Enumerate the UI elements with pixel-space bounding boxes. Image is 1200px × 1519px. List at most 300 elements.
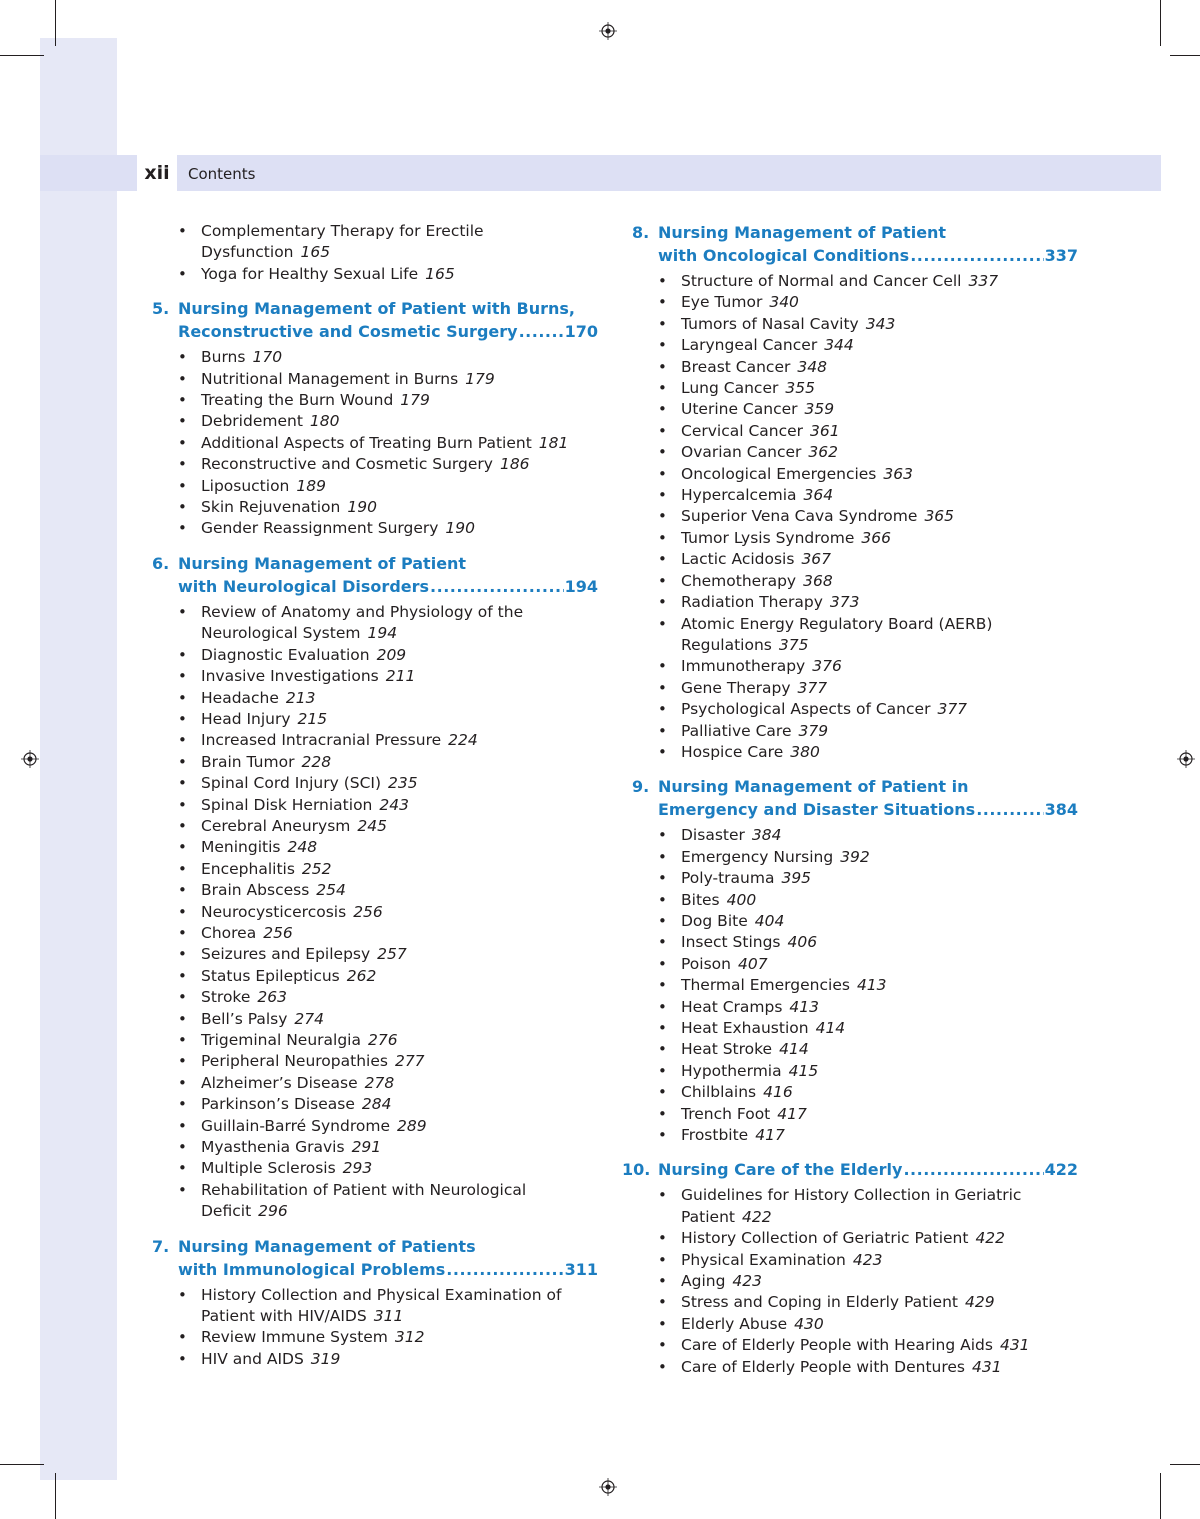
page-title: Contents xyxy=(188,165,256,183)
toc-item-page: 190 xyxy=(347,498,377,517)
toc-item[interactable] xyxy=(620,549,1078,570)
toc-item[interactable] xyxy=(620,1125,1078,1146)
toc-item-page: 243 xyxy=(379,795,409,814)
toc-item[interactable] xyxy=(620,357,1078,378)
toc-item-text: Tumor Lysis Syndrome xyxy=(681,528,855,547)
chapter-heading[interactable] xyxy=(620,221,1078,267)
toc-item-page: 404 xyxy=(754,911,785,930)
toc-item-text: Lung Cancer xyxy=(681,379,779,398)
toc-item-page: 257 xyxy=(377,945,407,964)
toc-item[interactable] xyxy=(150,497,598,518)
chapter-title-line1: Nursing Management of Patient with Burns, xyxy=(178,299,575,319)
chapter-heading[interactable] xyxy=(150,1235,598,1281)
toc-item[interactable] xyxy=(150,795,598,816)
toc-item-page: 277 xyxy=(394,1052,425,1071)
toc-item-text: Breast Cancer xyxy=(681,357,791,376)
chapter-number: 9. xyxy=(632,777,650,797)
dot-leader xyxy=(446,1258,563,1281)
toc-item[interactable] xyxy=(150,1137,598,1158)
toc-item-text: Oncological Emergencies xyxy=(681,464,877,483)
toc-item[interactable] xyxy=(620,399,1078,420)
chapter-number: 7. xyxy=(152,1236,170,1256)
toc-item-text: HIV and AIDS xyxy=(201,1349,304,1368)
toc-item-text: Reconstructive and Cosmetic Surgery xyxy=(201,455,493,474)
toc-item-text: Debridement xyxy=(201,412,303,431)
toc-item-text: Encephalitis xyxy=(201,859,295,878)
toc-item[interactable] xyxy=(620,1104,1078,1125)
toc-item-list xyxy=(620,271,1078,763)
toc-item[interactable] xyxy=(620,847,1078,868)
toc-item-page: 343 xyxy=(865,314,896,333)
toc-right-column xyxy=(620,221,1078,1378)
toc-item-text: Heat Stroke xyxy=(681,1040,773,1059)
toc-item[interactable] xyxy=(620,954,1078,975)
toc-item-text: Headache xyxy=(201,688,279,707)
toc-item[interactable] xyxy=(150,1349,598,1370)
toc-item[interactable] xyxy=(620,571,1078,592)
toc-item[interactable] xyxy=(150,944,598,965)
chapter-page: 422 xyxy=(1044,1160,1078,1180)
toc-item[interactable] xyxy=(620,1357,1078,1378)
toc-item-page: 181 xyxy=(538,433,569,452)
toc-item[interactable] xyxy=(620,335,1078,356)
toc-item-page: 248 xyxy=(287,838,318,857)
toc-item[interactable] xyxy=(620,442,1078,463)
toc-item-text: Chorea xyxy=(201,923,257,942)
dot-leader xyxy=(430,575,564,598)
toc-item-text: Neurocysticercosis xyxy=(201,902,347,921)
toc-item-text: Atomic Energy Regulatory Board (AERB) Regulations xyxy=(681,614,993,654)
toc-item[interactable] xyxy=(150,602,598,645)
toc-item[interactable] xyxy=(150,369,598,390)
toc-item-text: Chemotherapy xyxy=(681,571,797,590)
toc-item-text: Seizures and Epilepsy xyxy=(201,945,371,964)
toc-item-page: 355 xyxy=(785,379,815,398)
toc-item-text: Peripheral Neuropathies xyxy=(201,1052,388,1071)
toc-item[interactable] xyxy=(150,923,598,944)
toc-item-page: 430 xyxy=(794,1314,824,1333)
toc-item-page: 215 xyxy=(297,709,328,728)
toc-item-page: 406 xyxy=(787,933,818,952)
toc-item-text: Gene Therapy xyxy=(681,678,791,697)
toc-item-page: 186 xyxy=(499,455,530,474)
toc-item[interactable] xyxy=(620,742,1078,763)
toc-item-page: 274 xyxy=(294,1009,325,1028)
chapter-title-line xyxy=(178,1258,598,1281)
toc-item-list xyxy=(150,1285,598,1371)
toc-item[interactable] xyxy=(150,902,598,923)
toc-item-text: Thermal Emergencies xyxy=(681,976,850,995)
toc-item[interactable] xyxy=(150,816,598,837)
chapter-title-line1: Nursing Management of Patients xyxy=(178,1236,476,1256)
toc-item-page: 190 xyxy=(445,519,476,538)
toc-item[interactable] xyxy=(150,221,598,264)
toc-item[interactable] xyxy=(150,1073,598,1094)
chapter-heading[interactable] xyxy=(620,775,1078,821)
toc-item-page: 263 xyxy=(257,988,287,1007)
toc-item-text: Treating the Burn Wound xyxy=(201,391,394,410)
toc-item-text: Laryngeal Cancer xyxy=(681,336,818,355)
toc-item-text: Spinal Disk Herniation xyxy=(201,795,373,814)
chapter-title-line xyxy=(178,320,598,343)
toc-item-text: Meningitis xyxy=(201,838,281,857)
toc-item-page: 431 xyxy=(972,1357,1002,1376)
toc-item-page: 359 xyxy=(804,400,835,419)
toc-item-page: 337 xyxy=(968,272,999,290)
toc-item-page: 416 xyxy=(763,1083,793,1102)
toc-item-text: Stroke xyxy=(201,988,251,1007)
toc-item-page: 228 xyxy=(301,752,332,771)
toc-item[interactable] xyxy=(150,476,598,497)
dot-leader xyxy=(976,798,1043,821)
toc-item[interactable] xyxy=(150,411,598,432)
crop-mark xyxy=(55,1473,56,1519)
chapter-heading[interactable] xyxy=(150,552,598,598)
toc-item-page: 414 xyxy=(779,1040,809,1059)
toc-item[interactable] xyxy=(150,1051,598,1072)
toc-item-page: 415 xyxy=(788,1061,819,1080)
toc-item-text: Insect Stings xyxy=(681,933,781,952)
toc-item[interactable] xyxy=(620,890,1078,911)
toc-item-text: Trench Foot xyxy=(681,1104,771,1123)
toc-item-page: 252 xyxy=(301,859,332,878)
chapter-title-line2: Nursing Care of the Elderly xyxy=(658,1160,903,1180)
toc-item[interactable] xyxy=(620,1061,1078,1082)
chapter-title-line1: Nursing Management of Patient in xyxy=(658,777,969,797)
toc-item-text: Burns xyxy=(201,348,246,367)
toc-item-text: Heat Cramps xyxy=(681,997,783,1016)
toc-item-page: 377 xyxy=(797,678,828,697)
toc-item-text: Head Injury xyxy=(201,709,291,728)
toc-item[interactable] xyxy=(150,390,598,411)
toc-item-text: Dog Bite xyxy=(681,911,748,930)
toc-item-page: 284 xyxy=(361,1095,392,1114)
toc-item-page: 194 xyxy=(367,624,398,643)
toc-item-page: 365 xyxy=(924,507,955,526)
toc-item[interactable] xyxy=(620,421,1078,442)
toc-item[interactable] xyxy=(150,1285,598,1328)
toc-item-page: 211 xyxy=(385,667,416,686)
crop-mark xyxy=(1160,1473,1161,1519)
toc-item[interactable] xyxy=(620,825,1078,846)
toc-item-text: Trigeminal Neuralgia xyxy=(201,1031,361,1049)
toc-item-text: Review Immune System xyxy=(201,1328,388,1347)
toc-item[interactable] xyxy=(620,678,1078,699)
toc-item[interactable] xyxy=(150,966,598,987)
toc-item[interactable] xyxy=(620,485,1078,506)
toc-item-page: 414 xyxy=(815,1019,846,1037)
toc-item-list xyxy=(150,602,598,1223)
toc-left-column xyxy=(150,221,598,1370)
toc-item-text: Spinal Cord Injury (SCI) xyxy=(201,774,382,793)
toc-item-text: Nutritional Management in Burns xyxy=(201,369,459,388)
toc-item-page: 165 xyxy=(300,243,331,262)
toc-item[interactable] xyxy=(150,454,598,475)
toc-item-page: 364 xyxy=(803,486,834,505)
toc-item-page: 380 xyxy=(790,742,820,761)
toc-item-text: Brain Abscess xyxy=(201,881,310,900)
toc-item-text: Bites xyxy=(681,890,720,909)
toc-item[interactable] xyxy=(620,975,1078,996)
toc-item[interactable] xyxy=(150,1158,598,1179)
toc-item-text: Increased Intracranial Pressure xyxy=(201,731,442,750)
toc-item-page: 180 xyxy=(309,412,340,431)
toc-item[interactable] xyxy=(620,464,1078,485)
registration-mark-icon xyxy=(1177,750,1195,768)
toc-item[interactable] xyxy=(150,433,598,454)
toc-item-page: 296 xyxy=(258,1202,288,1221)
toc-item[interactable] xyxy=(620,1082,1078,1103)
toc-item-text: Alzheimer’s Disease xyxy=(201,1073,358,1092)
toc-item-text: Yoga for Healthy Sexual Life xyxy=(201,264,419,283)
toc-item-page: 278 xyxy=(364,1073,395,1092)
toc-item-text: Palliative Care xyxy=(681,721,792,740)
toc-item-page: 423 xyxy=(852,1250,883,1269)
toc-item-text: Status Epilepticus xyxy=(201,966,340,985)
toc-item-page: 189 xyxy=(296,476,326,495)
toc-item[interactable] xyxy=(620,271,1078,292)
toc-item[interactable] xyxy=(150,1180,598,1223)
toc-item[interactable] xyxy=(620,614,1078,657)
toc-item-text: Additional Aspects of Treating Burn Patient xyxy=(201,433,532,452)
chapter-heading[interactable] xyxy=(150,297,598,343)
toc-item-text: Lactic Acidosis xyxy=(681,550,795,569)
toc-item[interactable] xyxy=(620,911,1078,932)
toc-item[interactable] xyxy=(620,1250,1078,1271)
crop-mark xyxy=(0,1464,44,1465)
toc-item-page: 366 xyxy=(861,528,892,547)
toc-item-page: 165 xyxy=(425,264,455,283)
toc-item[interactable] xyxy=(620,1271,1078,1292)
toc-item-text: Tumors of Nasal Cavity xyxy=(681,314,859,333)
toc-item[interactable] xyxy=(620,1185,1078,1228)
chapter-title-line2: with Oncological Conditions xyxy=(658,246,910,265)
toc-item-text: Heat Exhaustion xyxy=(681,1019,809,1037)
chapter-number: 8. xyxy=(632,223,650,242)
registration-mark-icon xyxy=(599,1478,617,1496)
toc-item-text: Cervical Cancer xyxy=(681,421,804,440)
toc-item-text: Disaster xyxy=(681,826,745,845)
toc-item-page: 344 xyxy=(824,336,854,355)
toc-item[interactable] xyxy=(620,699,1078,720)
toc-item[interactable] xyxy=(620,314,1078,335)
toc-item-text: Eye Tumor xyxy=(681,293,763,312)
toc-item[interactable] xyxy=(620,1228,1078,1249)
toc-item-text: Uterine Cancer xyxy=(681,400,798,419)
toc-item-text: Invasive Investigations xyxy=(201,667,379,686)
toc-item[interactable] xyxy=(150,773,598,794)
toc-item-page: 276 xyxy=(367,1031,398,1049)
toc-item-text: Guillain-Barré Syndrome xyxy=(201,1116,390,1135)
toc-item-page: 413 xyxy=(856,976,887,995)
toc-item-text: Poison xyxy=(681,954,731,973)
toc-item[interactable] xyxy=(150,1094,598,1115)
toc-item[interactable] xyxy=(150,347,598,368)
toc-item-text: Stress and Coping in Elderly Patient xyxy=(681,1293,958,1312)
toc-item-page: 340 xyxy=(769,293,799,312)
toc-item-page: 361 xyxy=(810,421,840,440)
toc-item[interactable] xyxy=(150,1009,598,1030)
toc-item[interactable] xyxy=(150,645,598,666)
chapter-page: 170 xyxy=(564,322,598,342)
toc-item-page: 254 xyxy=(316,881,346,900)
registration-mark-icon xyxy=(21,750,39,768)
toc-item-text: Care of Elderly People with Hearing Aids xyxy=(681,1336,993,1355)
toc-item[interactable] xyxy=(150,1116,598,1137)
toc-item-page: 363 xyxy=(883,464,913,483)
toc-item-text: Hypercalcemia xyxy=(681,486,797,505)
toc-item-text: History Collection of Geriatric Patient xyxy=(681,1229,969,1248)
toc-item-text: Multiple Sclerosis xyxy=(201,1159,336,1178)
toc-item-list xyxy=(620,825,1078,1146)
toc-item-text: Structure of Normal and Cancer Cell xyxy=(681,272,962,290)
toc-item[interactable] xyxy=(150,730,598,751)
toc-item[interactable] xyxy=(620,868,1078,889)
chapter-title-line1: Nursing Management of Patient xyxy=(178,553,467,573)
toc-item[interactable] xyxy=(150,666,598,687)
toc-item-text: Gender Reassignment Surgery xyxy=(201,519,439,538)
page-number: xii xyxy=(144,162,170,184)
toc-item-page: 422 xyxy=(975,1229,1006,1248)
toc-item-text: Myasthenia Gravis xyxy=(201,1138,345,1157)
toc-item-text: Emergency Nursing xyxy=(681,847,834,866)
toc-item-text: Psychological Aspects of Cancer xyxy=(681,700,931,719)
chapter-heading[interactable] xyxy=(620,1158,1078,1181)
chapter-page: 311 xyxy=(564,1259,598,1279)
toc-item-page: 293 xyxy=(342,1159,373,1178)
toc-item-page: 319 xyxy=(310,1349,341,1368)
toc-item-page: 256 xyxy=(353,902,383,921)
toc-item-page: 373 xyxy=(829,593,860,612)
toc-item-page: 375 xyxy=(778,635,809,654)
registration-mark-icon xyxy=(599,22,617,40)
toc-item[interactable] xyxy=(150,1327,598,1348)
toc-item-page: 289 xyxy=(396,1116,427,1135)
toc-item-page: 392 xyxy=(840,847,870,866)
toc-item-text: Radiation Therapy xyxy=(681,593,823,612)
toc-item-page: 256 xyxy=(263,923,293,942)
toc-item[interactable] xyxy=(150,837,598,858)
toc-item[interactable] xyxy=(620,1335,1078,1356)
toc-item-page: 422 xyxy=(741,1207,772,1226)
toc-item-text: Diagnostic Evaluation xyxy=(201,645,370,664)
toc-item-page: 291 xyxy=(351,1138,382,1157)
toc-item[interactable] xyxy=(150,752,598,773)
toc-item-page: 209 xyxy=(376,645,407,664)
toc-item-page: 224 xyxy=(448,731,478,750)
toc-item[interactable] xyxy=(150,1030,598,1051)
toc-item-text: Elderly Abuse xyxy=(681,1314,788,1333)
toc-item-page: 170 xyxy=(252,348,283,367)
toc-item-page: 407 xyxy=(737,954,768,973)
toc-item[interactable] xyxy=(150,709,598,730)
toc-item-page: 311 xyxy=(373,1307,404,1326)
chapter-page: 194 xyxy=(564,576,598,596)
toc-item-text: History Collection and Physical Examination of Patient with HIV/AIDS xyxy=(201,1285,562,1326)
toc-item-page: 348 xyxy=(797,357,827,376)
toc-item-list xyxy=(150,347,598,540)
toc-item-page: 368 xyxy=(803,571,833,590)
toc-item-list xyxy=(620,1185,1078,1378)
toc-item-page: 367 xyxy=(801,550,832,569)
toc-item[interactable] xyxy=(620,592,1078,613)
toc-item-text: Ovarian Cancer xyxy=(681,443,802,462)
toc-item[interactable] xyxy=(620,1314,1078,1335)
toc-item-text: Parkinson’s Disease xyxy=(201,1095,355,1114)
toc-item[interactable] xyxy=(620,656,1078,677)
toc-item-page: 377 xyxy=(937,700,968,719)
toc-item-page: 213 xyxy=(285,688,316,707)
toc-item-list xyxy=(150,221,598,285)
toc-item[interactable] xyxy=(620,997,1078,1018)
toc-item[interactable] xyxy=(620,721,1078,742)
crop-mark xyxy=(1160,0,1161,46)
chapter-title-line2: Reconstructive and Cosmetic Surgery xyxy=(178,322,518,342)
toc-item[interactable] xyxy=(150,264,598,285)
toc-item-text: Aging xyxy=(681,1272,726,1291)
toc-item[interactable] xyxy=(150,880,598,901)
toc-item[interactable] xyxy=(620,292,1078,313)
toc-item[interactable] xyxy=(620,1292,1078,1313)
toc-item[interactable] xyxy=(620,932,1078,953)
toc-item[interactable] xyxy=(620,1039,1078,1060)
chapter-title-line xyxy=(178,575,598,598)
toc-item-page: 179 xyxy=(465,369,495,388)
chapter-title-line xyxy=(658,244,1078,267)
toc-item-text: Frostbite xyxy=(681,1126,749,1145)
toc-item-text: Care of Elderly People with Dentures xyxy=(681,1357,966,1376)
toc-item[interactable] xyxy=(620,1018,1078,1039)
toc-item[interactable] xyxy=(620,378,1078,399)
toc-item-text: Brain Tumor xyxy=(201,752,295,771)
toc-item-text: Rehabilitation of Patient with Neurological Deficit xyxy=(201,1180,527,1221)
toc-item-page: 362 xyxy=(808,443,838,462)
toc-item[interactable] xyxy=(620,528,1078,549)
toc-item[interactable] xyxy=(150,987,598,1008)
toc-item-text: Cerebral Aneurysm xyxy=(201,816,351,835)
toc-item-page: 413 xyxy=(789,997,819,1016)
toc-item-text: Liposuction xyxy=(201,476,290,495)
chapter-number: 10. xyxy=(622,1160,651,1180)
chapter-page: 337 xyxy=(1044,246,1078,265)
toc-item-text: Guidelines for History Collection in Geriatric Patient xyxy=(681,1186,1022,1226)
dot-leader xyxy=(519,320,564,343)
toc-item-page: 179 xyxy=(400,391,430,410)
toc-item-text: Immunotherapy xyxy=(681,657,806,676)
toc-item[interactable] xyxy=(150,859,598,880)
toc-item-text: Bell’s Palsy xyxy=(201,1009,288,1028)
chapter-title-line xyxy=(658,798,1078,821)
toc-item-text: Skin Rejuvenation xyxy=(201,498,341,517)
toc-item-page: 384 xyxy=(751,826,782,845)
toc-item-page: 379 xyxy=(798,721,829,740)
toc-item-page: 431 xyxy=(999,1336,1030,1355)
toc-item-text: Hypothermia xyxy=(681,1061,782,1080)
dot-leader xyxy=(903,1158,1043,1181)
chapter-title-line2: with Immunological Problems xyxy=(178,1259,446,1279)
toc-item-text: Review of Anatomy and Physiology of the Neurological System xyxy=(201,602,524,643)
chapter-title-line2: Emergency and Disaster Situations xyxy=(658,800,976,820)
toc-item-page: 262 xyxy=(346,966,377,985)
chapter-title-line xyxy=(658,1158,1078,1181)
toc-item[interactable] xyxy=(150,518,598,539)
toc-item[interactable] xyxy=(620,506,1078,527)
toc-item-page: 376 xyxy=(812,657,842,676)
toc-item[interactable] xyxy=(150,688,598,709)
toc-item-text: Superior Vena Cava Syndrome xyxy=(681,507,918,526)
chapter-number: 5. xyxy=(152,299,170,319)
toc-item-page: 312 xyxy=(394,1328,425,1347)
